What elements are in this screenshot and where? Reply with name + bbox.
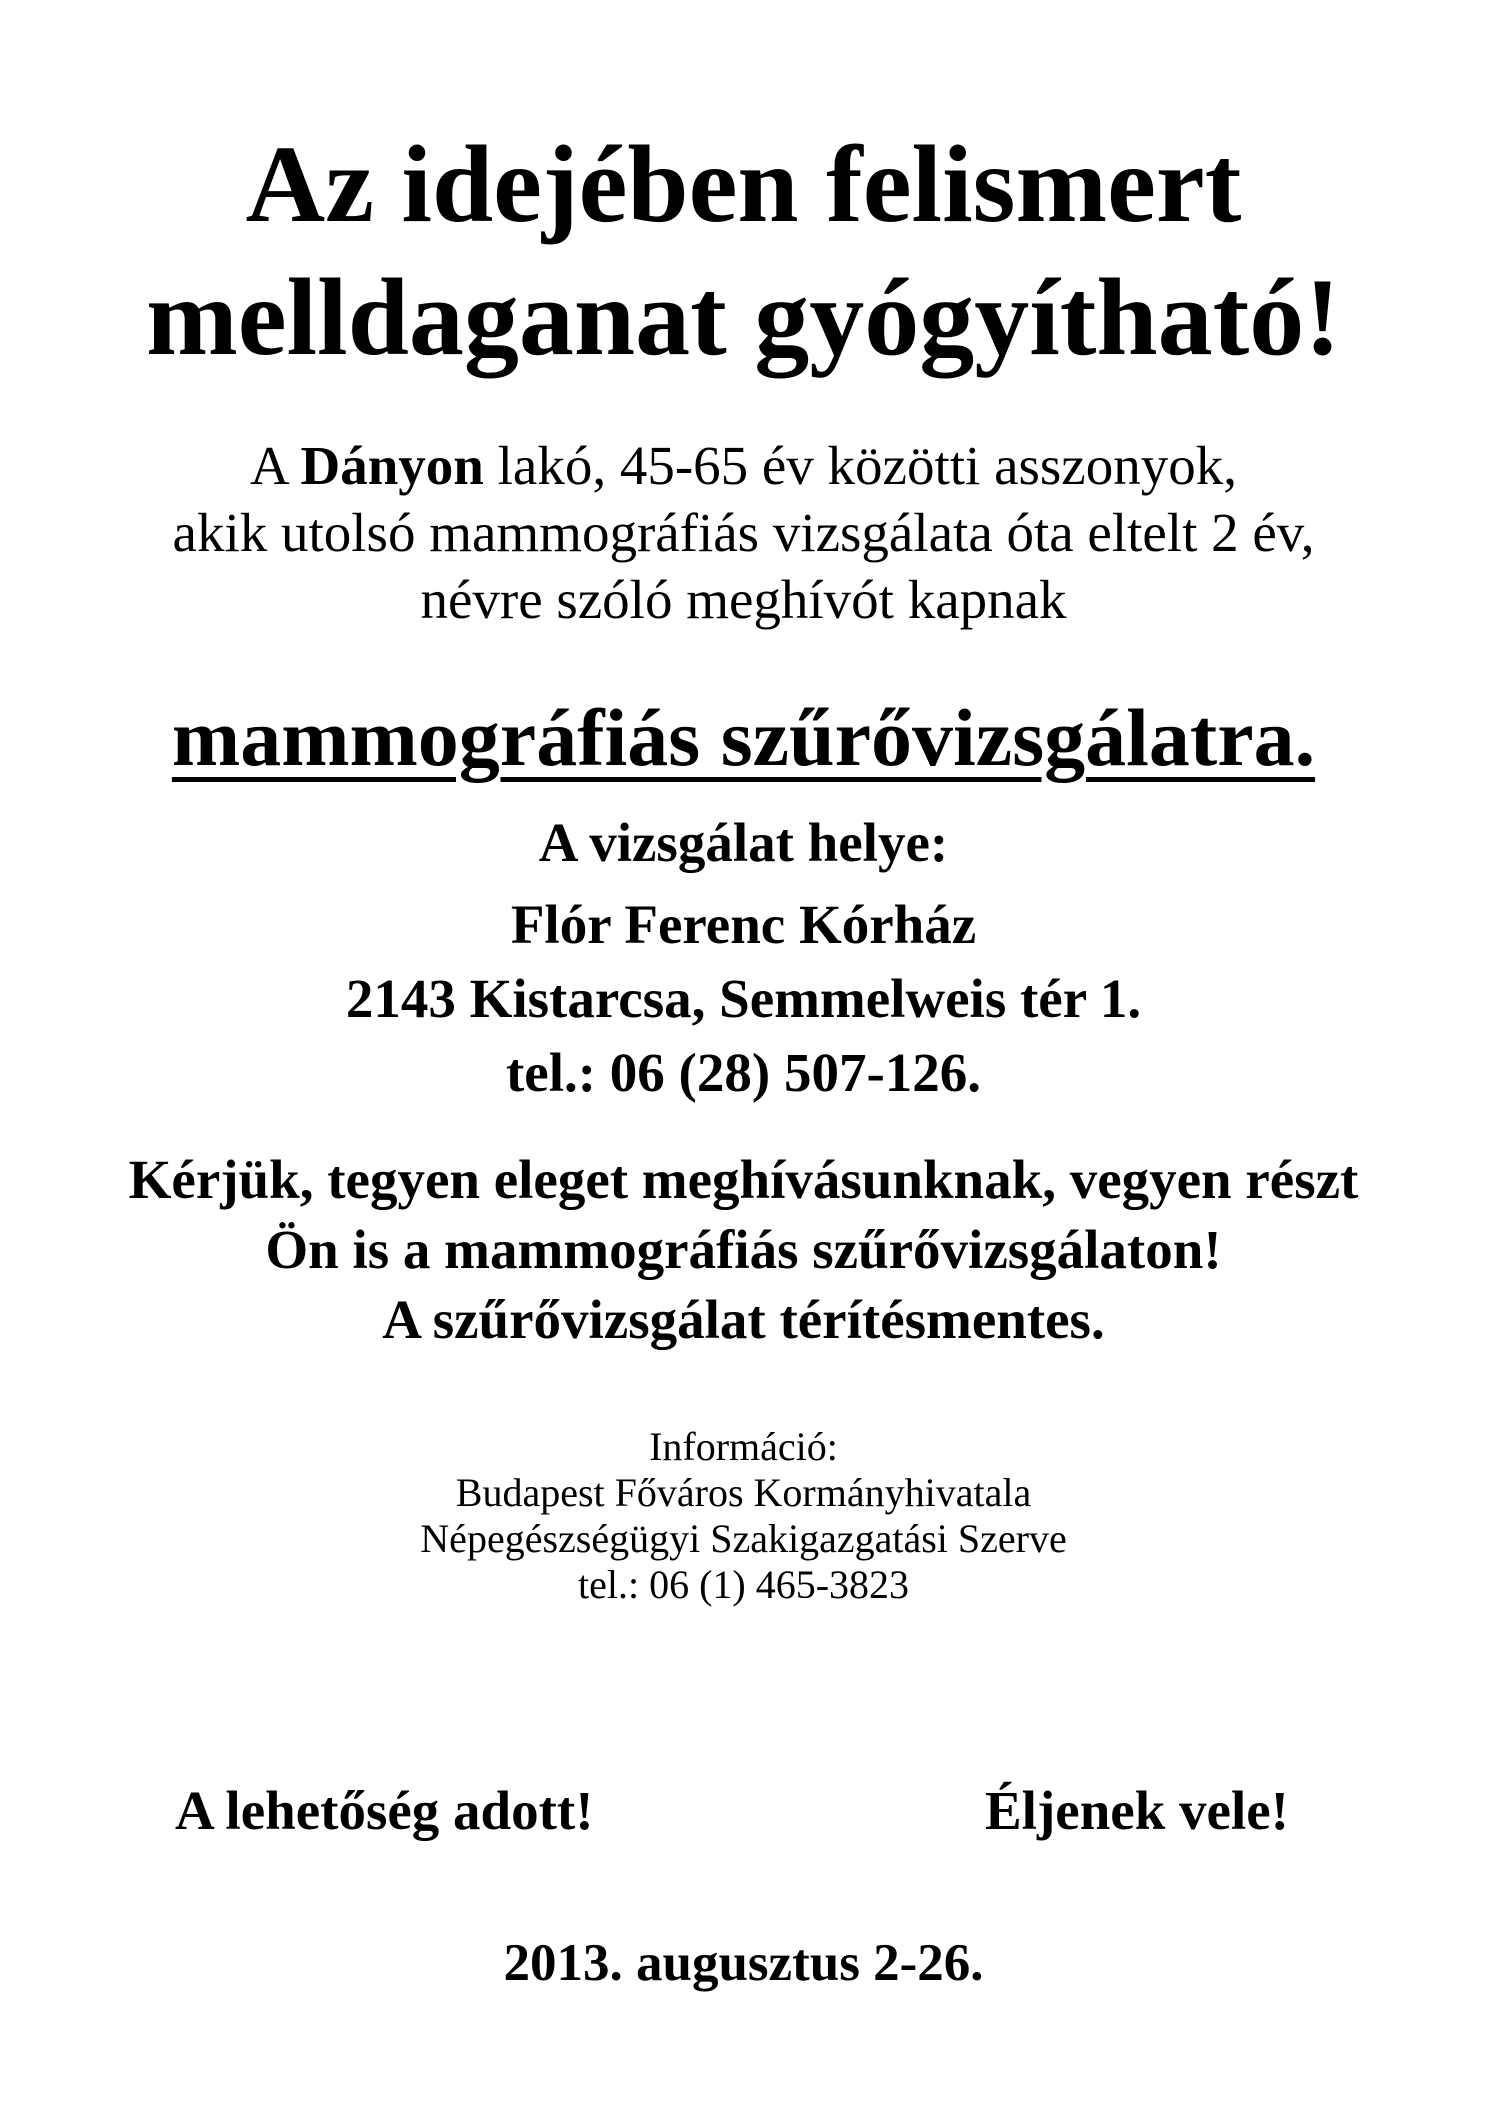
hospital-phone: tel.: 06 (28) 507-126. [505,1042,982,1103]
participation-request [0,1145,1487,1355]
info-phone: tel.: 06 (1) 465-3823 [577,1562,910,1607]
information-block [0,1424,1487,1608]
hospital-address: 2143 Kistarcsa, Semmelweis tér 1. [345,968,1142,1029]
info-label: Információ: [649,1424,838,1469]
event-date: 2013. augusztus 2-26. [503,1934,984,1992]
request-line-1: Kérjük, tegyen eleget meghívásunknak, vegyen részt [128,1149,1359,1210]
screening-headline [0,688,1487,788]
request-line-3: A szűrővizsgálat térítésmentes. [382,1289,1105,1350]
exam-location [0,888,1487,1110]
title-line-2: melldaganat gyógyítható! [146,256,1341,378]
intro-line-1-prefix: A [250,435,301,496]
hospital-name: Flór Ferenc Kórház [510,894,977,955]
title-line-1: Az idejében felismert [245,123,1242,245]
request-line-2: Ön is a mammográfiás szűrővizsgálaton! [265,1219,1222,1280]
footer-slogan-left: A lehetőség adott! [175,1780,594,1841]
intro-town-name: Dányon [300,435,484,496]
footer-slogan-right: Éljenek vele! [985,1780,1289,1841]
info-org-1: Budapest Főváros Kormányhivatala [455,1470,1032,1515]
intro-line-1-suffix: lakó, 45-65 év közötti asszonyok, [483,435,1237,496]
intro-line-2: akik utolsó mammográfiás vizsgálata óta eltelt 2 év, [172,502,1315,563]
info-org-2: Népegészségügyi Szakigazgatási Szerve [420,1516,1067,1561]
page-title [0,118,1487,384]
intro-line-3: névre szóló meghívót kapnak [420,569,1067,630]
intro-line-1 [0,432,1487,499]
exam-location-label: A vizsgálat helye: [538,812,949,873]
intro-paragraph [0,432,1487,633]
screening-headline-text: mammográfiás szűrővizsgálatra. [171,692,1316,783]
